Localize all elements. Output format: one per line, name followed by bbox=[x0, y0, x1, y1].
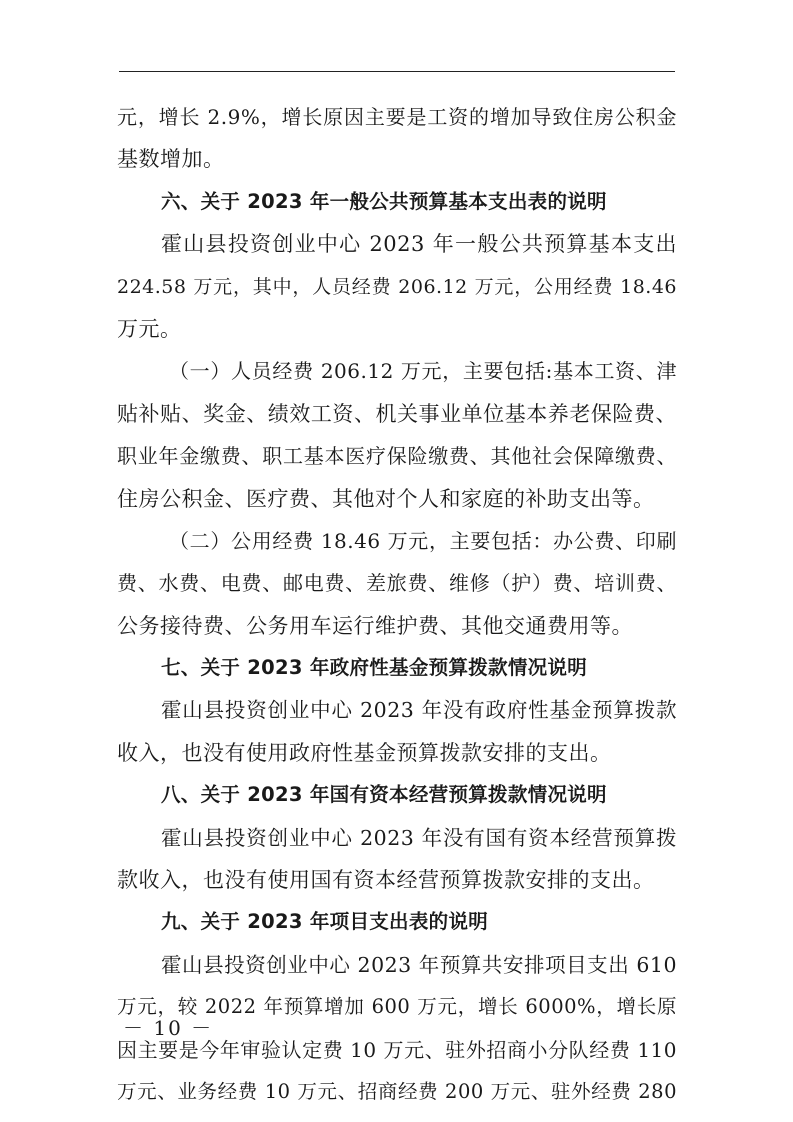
document-body bbox=[117, 96, 677, 1113]
body-line: 224.58 万元，其中，人员经费 206.12 万元，公用经费 18.46 bbox=[117, 275, 677, 298]
body-line: 万元、业务经费 10 万元、招商经费 200 万元、驻外经费 280 bbox=[117, 1079, 677, 1103]
section-heading: 七、关于 2023 年政府性基金预算拨款情况说明 bbox=[161, 656, 588, 680]
body-line: 基数增加。 bbox=[117, 147, 225, 172]
body-line: 霍山县投资创业中心 2023 年没有政府性基金预算拨款 bbox=[161, 698, 677, 723]
body-line: 贴补贴、奖金、绩效工资、机关事业单位基本养老保险费、 bbox=[117, 401, 677, 426]
body-line: 因主要是今年审验认定费 10 万元、驻外招商小分队经费 110 bbox=[117, 1037, 677, 1062]
body-line: 款收入，也没有使用国有资本经营预算拨款安排的支出。 bbox=[117, 868, 655, 893]
section-heading: 八、关于 2023 年国有资本经营预算拨款情况说明 bbox=[161, 783, 607, 807]
header-rule bbox=[119, 71, 675, 72]
body-line: 霍山县投资创业中心 2023 年一般公共预算基本支出 bbox=[161, 232, 677, 257]
page-number: － 10 － bbox=[123, 1016, 214, 1040]
body-line: 收入，也没有使用政府性基金预算拨款安排的支出。 bbox=[117, 740, 612, 765]
body-line: 公务接待费、公务用车运行维护费、其他交通费用等。 bbox=[117, 613, 633, 638]
body-line: 万元。 bbox=[117, 316, 182, 341]
body-line: 费、水费、电费、邮电费、差旅费、维修（护）费、培训费、 bbox=[117, 571, 677, 596]
body-line: 职业年金缴费、职工基本医疗保险缴费、其他社会保障缴费、 bbox=[117, 444, 677, 469]
body-line: （一）人员经费 206.12 万元，主要包括:基本工资、津 bbox=[169, 359, 677, 384]
body-line: （二）公用经费 18.46 万元，主要包括：办公费、印刷 bbox=[169, 528, 677, 553]
body-line: 霍山县投资创业中心 2023 年预算共安排项目支出 610 bbox=[161, 952, 677, 977]
body-line: 元，增长 2.9%，增长原因主要是工资的增加导致住房公积金 bbox=[117, 105, 677, 129]
body-line: 住房公积金、医疗费、其他对个人和家庭的补助支出等。 bbox=[117, 486, 655, 511]
body-line: 霍山县投资创业中心 2023 年没有国有资本经营预算拨 bbox=[161, 825, 677, 850]
section-heading: 九、关于 2023 年项目支出表的说明 bbox=[161, 910, 489, 934]
section-heading: 六、关于 2023 年一般公共预算基本支出表的说明 bbox=[161, 189, 607, 213]
body-line: 万元，较 2022 年预算增加 600 万元，增长 6000%，增长原 bbox=[117, 995, 677, 1019]
